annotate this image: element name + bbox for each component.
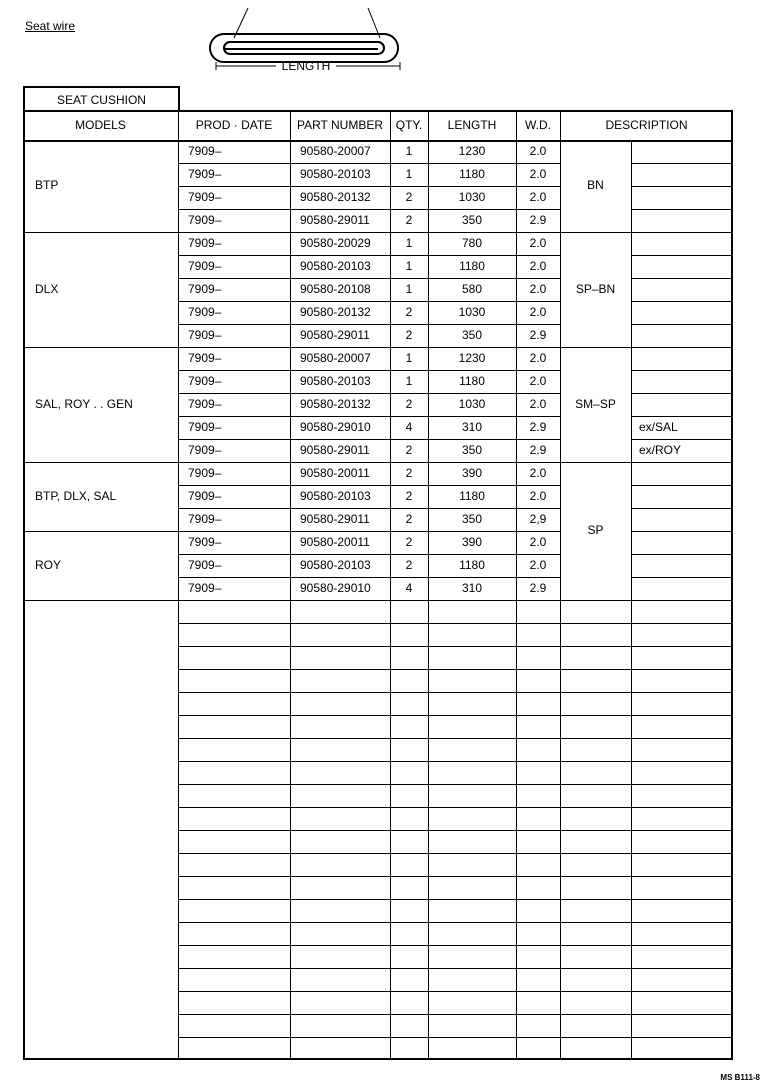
- length-cell: 1230: [458, 144, 486, 158]
- row-line: [631, 807, 733, 808]
- wd-cell: 2.9: [529, 443, 547, 457]
- row-line: [560, 692, 631, 693]
- wd-cell: 2.0: [529, 397, 547, 411]
- row-line: [631, 324, 733, 325]
- row-line: [178, 186, 560, 187]
- part-number-cell: 90580-20108: [300, 282, 371, 296]
- wd-cell: 2.0: [529, 144, 547, 158]
- length-cell: 350: [461, 443, 483, 457]
- row-line: [631, 462, 733, 463]
- row-line: [631, 186, 733, 187]
- model-name: SAL, ROY . . GEN: [35, 396, 133, 411]
- diagram-length-label: LENGTH: [281, 59, 331, 72]
- row-line: [631, 370, 733, 371]
- prod-date-cell: 7909–: [188, 374, 222, 388]
- header-col-line: [178, 110, 179, 140]
- part-number-cell: 90580-20029: [300, 236, 371, 250]
- row-line: [178, 577, 560, 578]
- description-group-line: [560, 600, 631, 601]
- model-group-line: [23, 600, 178, 601]
- row-line: [631, 485, 733, 486]
- prod-date-cell: 7909–: [188, 190, 222, 204]
- row-line: [631, 577, 733, 578]
- header-col-line: [428, 110, 429, 140]
- row-line: [631, 439, 733, 440]
- part-number-cell: 90580-20132: [300, 305, 371, 319]
- qty-cell: 2: [405, 535, 413, 549]
- part-number-cell: 90580-20103: [300, 489, 371, 503]
- note-cell: ex/ROY: [639, 443, 682, 457]
- header-wd: W.D.: [525, 118, 551, 132]
- prod-date-cell: 7909–: [188, 466, 222, 480]
- wd-cell: 2.0: [529, 259, 547, 273]
- description-group-line: [560, 347, 631, 348]
- row-line: [178, 232, 560, 233]
- section-tab: SEAT CUSHION: [23, 86, 180, 110]
- model-group-line: [23, 232, 178, 233]
- row-line: [631, 991, 733, 992]
- model-name: BTP, DLX, SAL: [35, 488, 117, 503]
- wd-cell: 2.0: [529, 305, 547, 319]
- part-number-cell: 90580-29011: [300, 213, 370, 227]
- model-name: DLX: [35, 281, 59, 296]
- row-line: [631, 945, 733, 946]
- frame-top: [23, 110, 733, 112]
- row-line: [631, 669, 733, 670]
- row-line: [178, 347, 560, 348]
- row-line: [631, 416, 733, 417]
- wd-cell: 2.9: [529, 420, 547, 434]
- length-cell: 1030: [458, 190, 486, 204]
- prod-date-cell: 7909–: [188, 328, 222, 342]
- header-part-number: PART NUMBER: [296, 118, 383, 132]
- row-line: [631, 899, 733, 900]
- frame-left: [23, 110, 25, 1060]
- length-cell: 1030: [458, 397, 486, 411]
- row-line: [631, 209, 733, 210]
- row-line: [178, 531, 560, 532]
- row-line: [560, 623, 631, 624]
- qty-cell: 2: [405, 397, 413, 411]
- row-line: [560, 945, 631, 946]
- part-number-cell: 90580-20103: [300, 167, 371, 181]
- length-cell: 1230: [458, 351, 486, 365]
- part-number-cell: 90580-20132: [300, 190, 371, 204]
- wd-cell: 2.9: [529, 581, 547, 595]
- length-cell: 1180: [459, 558, 485, 572]
- row-line: [178, 968, 560, 969]
- row-line: [631, 1014, 733, 1015]
- row-line: [631, 646, 733, 647]
- page-title: Seat wire: [25, 19, 76, 33]
- frame-bottom: [23, 1058, 733, 1060]
- part-number-cell: 90580-20103: [300, 374, 371, 388]
- prod-date-cell: 7909–: [188, 259, 222, 273]
- prod-date-cell: 7909–: [188, 558, 222, 572]
- row-line: [178, 508, 560, 509]
- prod-date-cell: 7909–: [188, 213, 222, 227]
- description-code: BN: [587, 178, 604, 192]
- form-code: MS B111-8: [720, 1073, 760, 1082]
- row-line: [178, 485, 560, 486]
- row-line: [178, 393, 560, 394]
- row-line: [560, 899, 631, 900]
- seat-wire-diagram: [196, 8, 416, 72]
- prod-date-cell: 7909–: [188, 535, 222, 549]
- frame-right: [731, 110, 733, 1060]
- row-line: [631, 876, 733, 877]
- row-line: [178, 462, 560, 463]
- part-number-cell: 90580-20011: [300, 535, 370, 549]
- header-qty: QTY.: [395, 118, 423, 132]
- row-line: [178, 255, 560, 256]
- wd-cell: 2.0: [529, 374, 547, 388]
- prod-date-cell: 7909–: [188, 581, 222, 595]
- part-number-cell: 90580-20103: [300, 558, 371, 572]
- row-line: [178, 830, 560, 831]
- wd-cell: 2.0: [529, 236, 547, 250]
- row-line: [560, 784, 631, 785]
- row-line: [560, 1037, 631, 1038]
- row-line: [560, 646, 631, 647]
- row-line: [178, 324, 560, 325]
- qty-cell: 2: [405, 512, 413, 526]
- row-line: [631, 554, 733, 555]
- prod-date-cell: 7909–: [188, 489, 222, 503]
- length-cell: 1180: [459, 489, 485, 503]
- row-line: [178, 876, 560, 877]
- row-line: [631, 347, 733, 348]
- col-line: [516, 140, 517, 1058]
- row-line: [631, 600, 733, 601]
- row-line: [631, 1037, 733, 1038]
- header-divider: [23, 140, 733, 142]
- row-line: [631, 393, 733, 394]
- col-line: [390, 140, 391, 1058]
- row-line: [631, 531, 733, 532]
- description-group-line: [560, 232, 631, 233]
- row-line: [631, 623, 733, 624]
- row-line: [560, 715, 631, 716]
- header-col-line: [390, 110, 391, 140]
- row-line: [631, 853, 733, 854]
- row-line: [178, 807, 560, 808]
- part-number-cell: 90580-20132: [300, 397, 371, 411]
- row-line: [631, 922, 733, 923]
- row-line: [178, 692, 560, 693]
- row-line: [560, 991, 631, 992]
- model-name: ROY: [35, 557, 62, 572]
- part-number-cell: 90580-29010: [300, 581, 371, 595]
- part-number-cell: 90580-20007: [300, 144, 371, 158]
- row-line: [560, 922, 631, 923]
- row-line: [631, 692, 733, 693]
- row-line: [178, 301, 560, 302]
- row-line: [560, 1014, 631, 1015]
- row-line: [560, 853, 631, 854]
- part-number-cell: 90580-20011: [300, 466, 370, 480]
- part-number-cell: 90580-29011: [300, 512, 370, 526]
- part-number-cell: 90580-29011: [300, 328, 370, 342]
- row-line: [560, 830, 631, 831]
- row-line: [631, 278, 733, 279]
- qty-cell: 1: [405, 374, 413, 388]
- col-line: [290, 140, 291, 1058]
- part-number-cell: 90580-20103: [300, 259, 371, 273]
- model-group-line: [23, 531, 178, 532]
- row-line: [631, 508, 733, 509]
- row-line: [178, 853, 560, 854]
- col-line: [631, 140, 632, 1058]
- qty-cell: 1: [405, 282, 413, 296]
- row-line: [178, 784, 560, 785]
- row-line: [178, 600, 560, 601]
- qty-cell: 1: [405, 351, 413, 365]
- row-line: [631, 232, 733, 233]
- wd-cell: 2.0: [529, 190, 547, 204]
- model-name: BTP: [35, 178, 59, 192]
- row-line: [631, 761, 733, 762]
- col-line: [178, 140, 179, 1058]
- length-cell: 580: [461, 282, 483, 296]
- row-line: [178, 761, 560, 762]
- row-line: [560, 669, 631, 670]
- qty-cell: 1: [405, 144, 413, 158]
- qty-cell: 2: [405, 443, 413, 457]
- row-line: [178, 439, 560, 440]
- qty-cell: 2: [405, 190, 413, 204]
- parts-table: [23, 110, 733, 1060]
- wd-cell: 2.9: [529, 213, 547, 227]
- wd-cell: 2,9: [529, 512, 547, 526]
- qty-cell: 1: [405, 259, 413, 273]
- qty-cell: 2: [405, 489, 413, 503]
- wd-cell: 2.9: [529, 328, 547, 342]
- row-line: [631, 301, 733, 302]
- header-models: MODELS: [75, 118, 126, 132]
- row-line: [178, 922, 560, 923]
- qty-cell: 1: [405, 167, 413, 181]
- col-line: [560, 140, 561, 1058]
- qty-cell: 1: [405, 236, 413, 250]
- row-line: [178, 163, 560, 164]
- row-line: [631, 968, 733, 969]
- wd-cell: 2.0: [529, 535, 547, 549]
- row-line: [560, 968, 631, 969]
- qty-cell: 2: [405, 558, 413, 572]
- row-line: [631, 830, 733, 831]
- row-line: [178, 416, 560, 417]
- row-line: [560, 738, 631, 739]
- row-line: [178, 1037, 560, 1038]
- length-cell: 350: [461, 213, 483, 227]
- length-cell: 780: [461, 236, 483, 250]
- row-line: [631, 163, 733, 164]
- qty-cell: 2: [405, 305, 413, 319]
- qty-cell: 2: [405, 466, 413, 480]
- prod-date-cell: 7909–: [188, 144, 222, 158]
- wd-cell: 2.0: [529, 351, 547, 365]
- row-line: [631, 784, 733, 785]
- prod-date-cell: 7909–: [188, 397, 222, 411]
- header-prod-date: PROD · DATE: [195, 118, 273, 132]
- row-line: [178, 991, 560, 992]
- prod-date-cell: 7909–: [188, 167, 222, 181]
- header-col-line: [560, 110, 561, 140]
- wd-cell: 2.0: [529, 489, 547, 503]
- length-cell: 350: [461, 328, 483, 342]
- length-cell: 1030: [458, 305, 486, 319]
- prod-date-cell: 7909–: [188, 420, 222, 434]
- length-cell: 390: [461, 466, 483, 480]
- row-line: [178, 554, 560, 555]
- row-line: [178, 899, 560, 900]
- description-group-line: [560, 462, 631, 463]
- qty-cell: 4: [405, 420, 413, 434]
- row-line: [178, 209, 560, 210]
- header-length: LENGTH: [447, 118, 497, 132]
- row-line: [560, 807, 631, 808]
- part-number-cell: 90580-29010: [300, 420, 371, 434]
- wd-cell: 2.0: [529, 282, 547, 296]
- wd-cell: 2.0: [529, 558, 547, 572]
- prod-date-cell: 7909–: [188, 305, 222, 319]
- row-line: [631, 738, 733, 739]
- row-line: [178, 945, 560, 946]
- model-group-line: [23, 462, 178, 463]
- col-line: [428, 140, 429, 1058]
- header-description: DESCRIPTION: [605, 118, 688, 132]
- part-number-cell: 90580-20007: [300, 351, 371, 365]
- length-cell: 350: [461, 512, 483, 526]
- row-line: [178, 669, 560, 670]
- length-cell: 1180: [459, 259, 485, 273]
- row-line: [178, 1014, 560, 1015]
- wd-cell: 2.0: [529, 466, 547, 480]
- qty-cell: 2: [405, 213, 413, 227]
- wd-cell: 2.0: [529, 167, 547, 181]
- row-line: [631, 255, 733, 256]
- length-cell: 1180: [459, 374, 485, 388]
- length-cell: 1180: [459, 167, 485, 181]
- header-col-line: [516, 110, 517, 140]
- row-line: [178, 715, 560, 716]
- row-line: [631, 715, 733, 716]
- row-line: [178, 646, 560, 647]
- qty-cell: 2: [405, 328, 413, 342]
- prod-date-cell: 7909–: [188, 282, 222, 296]
- row-line: [178, 278, 560, 279]
- description-code: SP–BN: [575, 281, 616, 296]
- description-code: SM–SP: [575, 396, 616, 411]
- qty-cell: 4: [405, 581, 413, 595]
- header-col-line: [290, 110, 291, 140]
- prod-date-cell: 7909–: [188, 512, 222, 526]
- length-cell: 310: [461, 581, 483, 595]
- description-code: SP: [587, 523, 604, 537]
- length-cell: 390: [461, 535, 483, 549]
- length-cell: 310: [461, 420, 483, 434]
- prod-date-cell: 7909–: [188, 236, 222, 250]
- row-line: [178, 623, 560, 624]
- model-group-line: [23, 347, 178, 348]
- prod-date-cell: 7909–: [188, 351, 222, 365]
- prod-date-cell: 7909–: [188, 443, 222, 457]
- row-line: [178, 738, 560, 739]
- row-line: [178, 370, 560, 371]
- row-line: [560, 761, 631, 762]
- note-cell: ex/SAL: [639, 420, 678, 434]
- part-number-cell: 90580-29011: [300, 443, 370, 457]
- row-line: [560, 876, 631, 877]
